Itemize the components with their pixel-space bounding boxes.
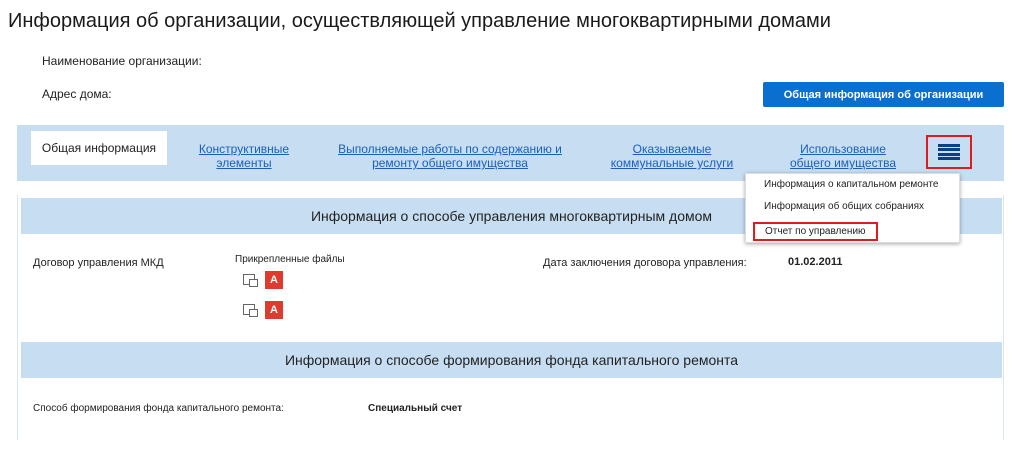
more-tabs-dropdown [745,173,960,243]
tab-common-property-line1: Использование [800,142,886,156]
tab-general-info[interactable]: Общая информация [31,131,167,165]
org-name-label: Наименование организации: [42,54,202,68]
tab-utility-services-line2: коммунальные услуги [610,156,734,170]
contract-date-label: Дата заключения договора управления: [543,257,747,269]
contract-date-value: 01.02.2011 [788,256,843,268]
menu-item-management-report[interactable]: Отчет по управлению [753,222,878,241]
menu-item-capital-repair[interactable]: Информация о капитальном ремонте [764,179,939,190]
pdf-file-icon[interactable]: A [265,301,283,319]
tab-structural-elements-line2: элементы [216,156,272,170]
tab-maintenance-works-line2: ремонту общего имущества [372,156,528,170]
general-org-info-button[interactable]: Общая информация об организации [763,82,1004,107]
capital-fund-section-header: Информация о способе формирования фонда капитального ремонта [21,342,1002,378]
hamburger-menu-icon [938,144,960,160]
capital-fund-method-label: Способ формирования фонда капитального ремонта: [33,403,284,414]
pdf-file-icon[interactable]: A [265,271,283,289]
house-address-label: Адрес дома: [42,87,112,101]
tab-common-property-line2: общего имущества [790,156,896,170]
management-section-header: Информация о способе управления многоквартирным домом [21,198,1002,234]
contract-label: Договор управления МКД [33,257,164,269]
tab-maintenance-works[interactable] [325,142,575,170]
tab-common-property[interactable] [773,142,913,170]
tab-structural-elements[interactable] [189,142,299,170]
more-tabs-menu-button[interactable] [926,135,972,169]
tab-structural-elements-line1: Конструктивные [198,142,290,156]
page-title: Информация об организации, осуществляющей управление многоквартирными домами [8,10,831,32]
tab-maintenance-works-line1: Выполняемые работы по содержанию и [338,142,562,156]
tab-utility-services[interactable] [602,142,742,170]
menu-item-general-meetings[interactable]: Информация об общих собраниях [764,201,924,212]
attached-files-label: Прикрепленные файлы [235,254,345,265]
signature-icon[interactable] [243,274,257,286]
tab-utility-services-line1: Оказываемые [632,142,712,156]
attached-file-row [243,301,283,319]
signature-icon[interactable] [243,304,257,316]
attached-file-row [243,271,283,289]
capital-fund-method-value: Специальный счет [368,403,463,414]
